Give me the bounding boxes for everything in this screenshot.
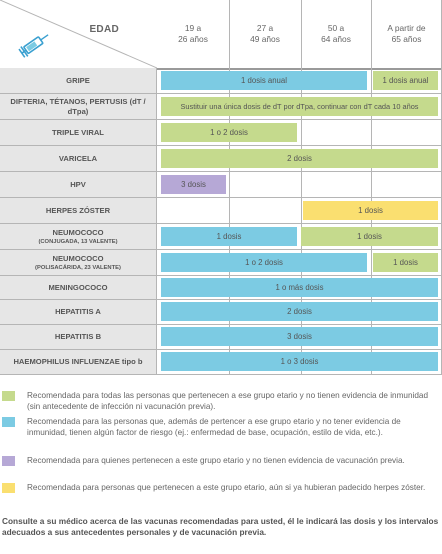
row-meningococo	[0, 276, 442, 300]
column-header-line1: 27 a	[256, 23, 274, 33]
dose-bar: 1 o 2 dosis	[161, 253, 367, 272]
legend-swatch	[2, 391, 15, 401]
vaccine-name: TRIPLE VIRAL	[52, 127, 104, 137]
legend-swatch	[2, 483, 15, 493]
column-header-line1: A partir de	[387, 23, 426, 33]
vaccine-label	[0, 224, 157, 249]
legend-text: Recomendada para personas que pertenecen a este grupo etario, aún si ya hubieran padecido herpes zóster.	[27, 483, 426, 492]
vaccine-label	[0, 120, 157, 145]
vaccine-label	[0, 198, 157, 223]
legend-text: Recomendada para las personas que, además de pertencer a ese grupo etario y no tener evidencia de inmunidad, tienen algún factor de riesgo (ej.: enfermedad de base, ocupación, estilo de vida, etc.).	[27, 417, 401, 438]
dose-bar: Sustituir una única dosis de dT por dTpa, continuar con dT cada 10 años	[161, 97, 438, 116]
vaccine-name: DIFTERIA, TÉTANOS, PERTUSIS (dT / dTpa)	[10, 96, 146, 116]
row-varicela	[0, 146, 442, 172]
vaccine-label	[0, 300, 157, 324]
dose-bar: 3 dosis	[161, 175, 226, 194]
vaccine-label	[0, 94, 157, 119]
legend-swatch	[2, 456, 15, 466]
vaccine-label	[0, 350, 157, 374]
column-header-65-plus	[371, 0, 442, 70]
row-difteria	[0, 94, 442, 120]
vaccine-name: HPV	[70, 179, 86, 189]
vaccine-name: VARICELA	[58, 153, 98, 163]
row-haemophilus	[0, 350, 442, 375]
column-header-line2: 26 años	[178, 34, 208, 44]
vaccine-subname: (CONJUGADA, 13 VALENTE)	[38, 238, 118, 245]
column-header-19-26	[157, 0, 229, 70]
vaccine-label	[0, 172, 157, 197]
vaccine-label	[0, 68, 157, 93]
legend-swatch	[2, 417, 15, 427]
dose-bar: 1 dosis	[301, 227, 438, 246]
dose-bar: 1 dosis anual	[373, 71, 438, 90]
column-header-line2: 49 años	[250, 34, 280, 44]
column-header-line2: 64 años	[321, 34, 351, 44]
syringe-icon	[18, 30, 52, 58]
row-neumococo-conjugada	[0, 224, 442, 250]
row-hepatitis-b	[0, 325, 442, 350]
dose-bar: 3 dosis	[161, 327, 438, 346]
row-herpes-zoster	[0, 198, 442, 224]
dose-bar: 1 dosis	[303, 201, 438, 220]
dose-bar: 1 dosis	[373, 253, 438, 272]
dose-bar: 2 dosis	[161, 149, 438, 168]
vaccine-name: NEUMOCOCO	[52, 227, 104, 237]
column-header-27-49	[229, 0, 301, 70]
vaccine-name: HEPATITIS B	[54, 332, 102, 341]
dose-bar: 2 dosis	[161, 302, 438, 321]
column-header-line1: 50 a	[327, 23, 345, 33]
footer-note: Consulte a su médico acerca de las vacunas recomendadas para usted, él le indicará las dosis y los intervalos adecuados a sus antecedentes personales y de vacunación previa.	[2, 516, 439, 538]
column-header-50-64	[301, 0, 371, 70]
vaccine-label	[0, 325, 157, 349]
row-hpv	[0, 172, 442, 198]
row-hepatitis-a	[0, 300, 442, 325]
header-corner	[0, 0, 157, 70]
vaccine-name: NEUMOCOCO	[52, 253, 104, 263]
vaccine-name: HEPATITIS A	[55, 307, 101, 316]
column-header-line2: 65 años	[391, 34, 422, 44]
row-neumococo-polisacarida	[0, 250, 442, 276]
vaccine-name: MENINGOCOCO	[48, 282, 108, 292]
vaccine-label	[0, 250, 157, 275]
dose-bar: 1 o más dosis	[161, 278, 438, 297]
vaccine-label	[0, 146, 157, 171]
row-triple-viral	[0, 120, 442, 146]
dose-bar: 1 o 3 dosis	[161, 352, 438, 371]
dose-bar: 1 dosis anual	[161, 71, 367, 90]
row-gripe	[0, 68, 442, 94]
legend-text: Recomendada para quienes pertenecen a este grupo etario y no tienen evidencia de vacunación previa.	[27, 456, 405, 465]
dose-bar: 1 dosis	[161, 227, 297, 246]
vaccine-name: HAEMOPHILUS INFLUENZAE tipo b	[13, 357, 143, 366]
vaccine-name: GRIPE	[66, 75, 90, 85]
dose-bar: 1 o 2 dosis	[161, 123, 297, 142]
vaccine-label	[0, 276, 157, 299]
age-header-title: EDAD	[89, 24, 119, 35]
vaccine-subname: (POLISACÁRIDA, 23 VALENTE)	[35, 264, 121, 271]
column-header-line1: 19 a	[184, 23, 202, 33]
vaccine-name: HERPES ZÓSTER	[45, 205, 111, 215]
legend-text: Recomendada para todas las personas que pertenecen a ese grupo etario y no tienen evidencia de inmunidad (sin antecedente de infección ni vacunación previa).	[27, 391, 429, 412]
